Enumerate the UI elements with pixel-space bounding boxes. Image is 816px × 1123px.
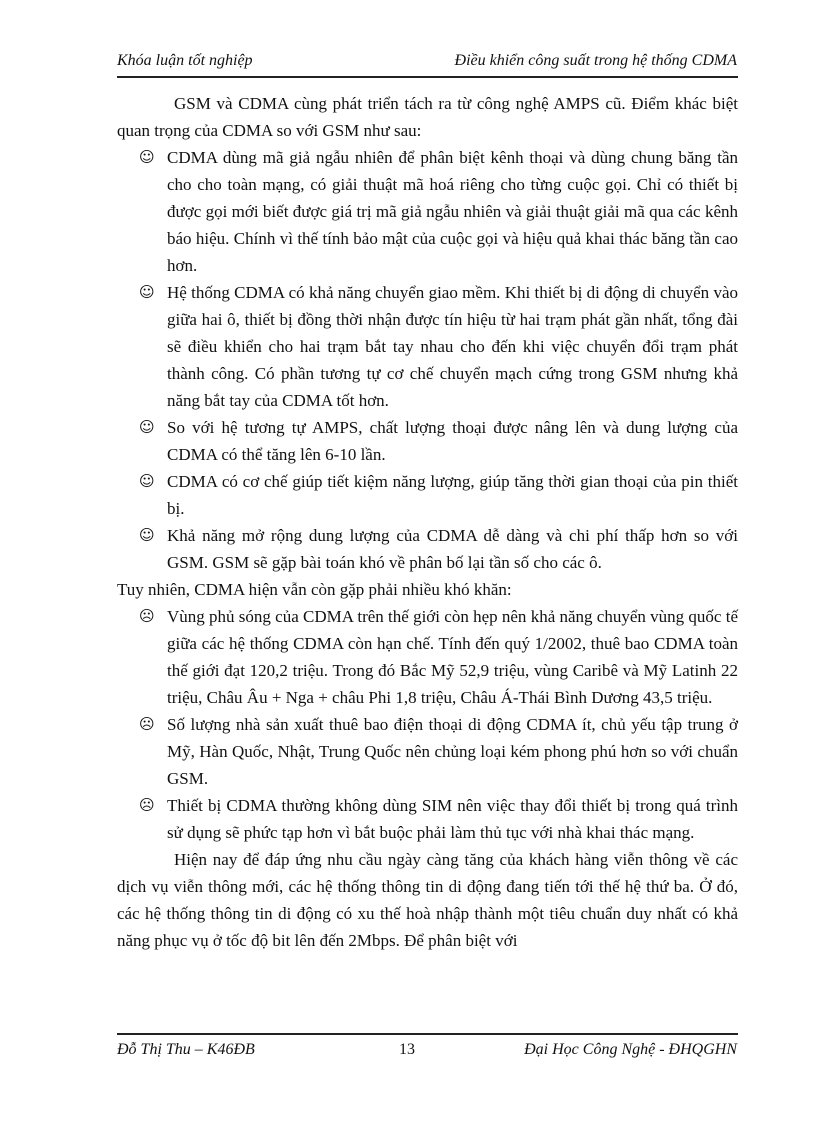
advantage-text: Hệ thống CDMA có khả năng chuyển giao mềm. Khi thiết bị di động di chuyển vào giữa hai ô, thiết bị đồng thời nhận được tín hiệu từ hai trạm phát gần nhất, tổng đài sẽ điều khiển cho hai trạm bắt tay nhau cho đến khi việc chuyển đổi trạm phát thành công. Có phần tương tự cơ chế chuyển mạch cứng trong GSM nhưng khả năng bắt tay của CDMA tốt hơn. bbox=[167, 283, 738, 410]
footer-university: Đại Học Công Nghệ - ĐHQGHN bbox=[524, 1041, 737, 1058]
advantage-item bbox=[117, 279, 738, 414]
page-header bbox=[117, 50, 737, 74]
closing-paragraph: Hiện nay để đáp ứng nhu cầu ngày càng tăng của khách hàng viễn thông về các dịch vụ viễn thông mới, các hệ thống thông tin di động đang tiến tới thế hệ thứ ba. Ở đó, các hệ thống thông tin di động có xu thế hoà nhập thành một tiêu chuẩn duy nhất có khả năng phục vụ ở tốc độ bit lên đến 2Mbps. Để phân biệt với bbox=[117, 850, 738, 950]
smiley-icon: ☺ bbox=[139, 526, 155, 544]
intro-paragraph: GSM và CDMA cùng phát triển tách ra từ công nghệ AMPS cũ. Điểm khác biệt quan trọng của CDMA so với GSM như sau: bbox=[117, 94, 738, 140]
frown-icon: ☹ bbox=[139, 715, 155, 733]
disadvantage-item bbox=[117, 792, 738, 846]
advantage-text: CDMA có cơ chế giúp tiết kiệm năng lượng, giúp tăng thời gian thoại của pin thiết bị. bbox=[167, 472, 738, 518]
page-footer bbox=[117, 1041, 737, 1067]
advantage-item bbox=[117, 522, 738, 576]
smiley-icon: ☺ bbox=[139, 418, 155, 436]
smiley-icon: ☺ bbox=[139, 148, 155, 166]
disadvantage-item bbox=[117, 711, 738, 792]
header-thesis-label: Khóa luận tốt nghiệp bbox=[117, 52, 253, 69]
advantage-item bbox=[117, 414, 738, 468]
disadvantage-text: Thiết bị CDMA thường không dùng SIM nên việc thay đổi thiết bị trong quá trình sử dụng sẽ phức tạp hơn vì bắt buộc phải làm thủ tục với nhà khai thác mạng. bbox=[167, 796, 738, 842]
disadvantage-text: Vùng phủ sóng của CDMA trên thế giới còn hẹp nên khả năng chuyển vùng quốc tế giữa các hệ thống CDMA còn hạn chế. Tính đến quý 1/2002, thuê bao CDMA toàn thế giới đạt 120,2 triệu. Trong đó Bắc Mỹ 52,9 triệu, vùng Caribê và Mỹ Latinh 22 triệu, Châu Âu + Nga + châu Phi 1,8 triệu, Châu Á-Thái Bình Dương 43,5 triệu. bbox=[167, 607, 738, 707]
footer-author: Đỗ Thị Thu – K46ĐB bbox=[117, 1041, 255, 1058]
advantage-text: Khả năng mở rộng dung lượng của CDMA dễ dàng và chi phí thấp hơn so với GSM. GSM sẽ gặp bài toán khó về phân bố lại tần số cho các ô. bbox=[167, 526, 738, 572]
page-body bbox=[117, 90, 738, 954]
disadvantage-text: Số lượng nhà sản xuất thuê bao điện thoại di động CDMA ít, chủ yếu tập trung ở Mỹ, Hàn Quốc, Nhật, Trung Quốc nên chủng loại kém phong phú hơn so với chuẩn GSM. bbox=[167, 715, 738, 788]
smiley-icon: ☺ bbox=[139, 472, 155, 490]
smiley-icon: ☺ bbox=[139, 283, 155, 301]
page-number: 13 bbox=[399, 1041, 415, 1058]
frown-icon: ☹ bbox=[139, 796, 155, 814]
advantage-item bbox=[117, 144, 738, 279]
header-rule bbox=[117, 76, 738, 78]
advantage-item bbox=[117, 468, 738, 522]
frown-icon: ☹ bbox=[139, 607, 155, 625]
transition-paragraph: Tuy nhiên, CDMA hiện vẫn còn gặp phải nhiều khó khăn: bbox=[117, 580, 512, 599]
header-chapter-title: Điều khiển công suất trong hệ thống CDMA bbox=[454, 52, 737, 69]
advantage-text: CDMA dùng mã giả ngẫu nhiên để phân biệt kênh thoại và dùng chung băng tần cho cho toàn mạng, có giải thuật mã hoá riêng cho từng cuộc gọi. Chỉ có thiết bị được gọi mới biết được giá trị mã giả ngẫu nhiên và giải thuật giải mã qua các kênh báo hiệu. Chính vì thế tính bảo mật của cuộc gọi và hiệu quả khai thác băng tần cao hơn. bbox=[167, 148, 738, 275]
disadvantage-item bbox=[117, 603, 738, 711]
advantage-text: So với hệ tương tự AMPS, chất lượng thoại được nâng lên và dung lượng của CDMA có thể tăng lên 6-10 lần. bbox=[167, 418, 738, 464]
footer-rule bbox=[117, 1033, 738, 1035]
